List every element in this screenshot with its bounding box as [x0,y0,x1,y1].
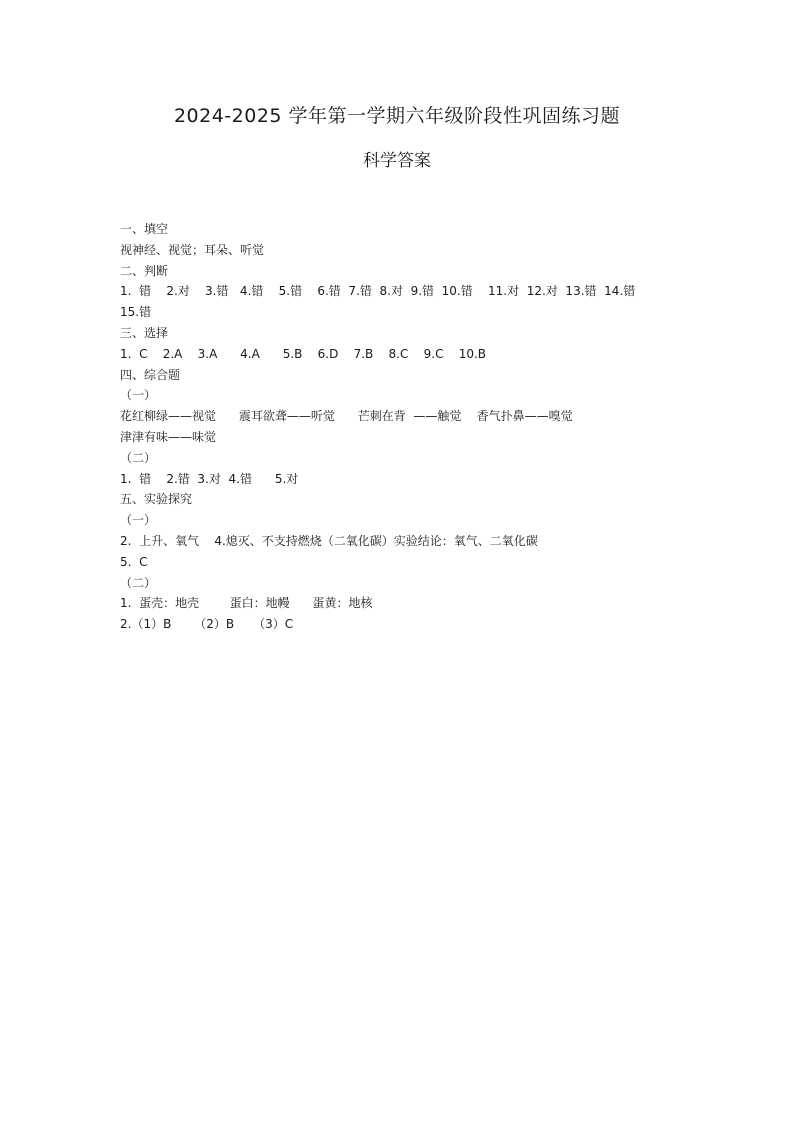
answer-line: 2. 上升、氧气 4.熄灭、不支持燃烧（二氧化碳）实验结论：氧气、二氧化碳 [120,533,538,548]
answer-line: 花红柳绿——视觉 震耳欲聋——听觉 芒刺在背 ——触觉 香气扑鼻——嗅觉 [120,409,573,424]
subsection-heading: （二） [120,450,157,465]
section-heading-comprehensive: 四、综合题 [120,367,181,382]
answer-line: 1. C 2.A 3.A 4.A 5.B 6.D 7.B 8.C 9.C 10.B [120,346,487,361]
answer-line: 1. 错 2.对 3.错 4.错 5.错 6.错 7.错 8.对 9.错 10.错 11.对 12.对 13.错 14.错 [120,284,636,299]
answer-line: 津津有味——味觉 [120,429,217,444]
answer-content [120,219,680,635]
answer-line: 2.（1）B （2）B （3）C [120,617,294,632]
section-heading-experiment: 五、实验探究 [120,492,193,507]
subsection-heading: （一） [120,513,157,528]
answer-line: 视神经、视觉；耳朵、听觉 [120,242,265,257]
section-heading-choice: 三、选择 [120,325,169,340]
document-subtitle: 科学答案 [363,151,431,171]
answer-line: 1. 错 2.错 3.对 4.错 5.对 [120,471,299,486]
answer-line: 1. 蛋壳：地壳 蛋白：地幔 蛋黄：地核 [120,596,373,611]
document-title: 2024-2025 学年第一学期六年级阶段性巩固练习题 [173,105,621,127]
section-heading-judge: 二、判断 [120,263,169,278]
answer-line: 15.错 [120,305,152,320]
subsection-heading: （一） [120,388,157,403]
subsection-heading: （二） [120,575,157,590]
section-heading-fill-blank: 一、填空 [120,222,169,236]
answer-line: 5. C [120,554,148,569]
